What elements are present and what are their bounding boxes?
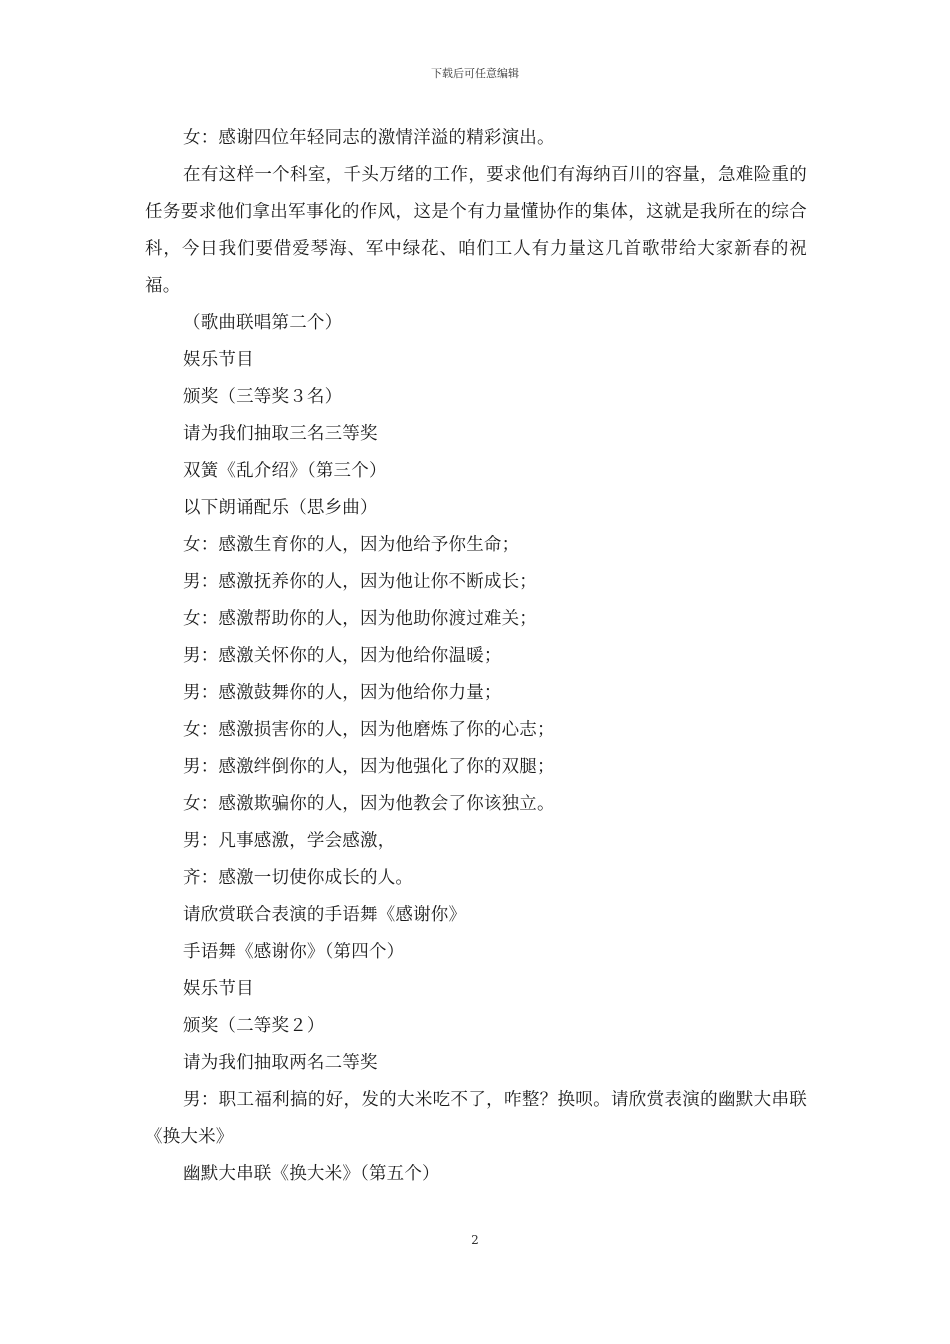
paragraph: 在有这样一个科室，千头万绪的工作，要求他们有海纳百川的容量，急难险重的任务要求他们拿出军事化的作风，这是个有力量懂协作的集体，这就是我所在的综合科，今日我们要借爱琴海、军中绿花、咱们工人有力量这几首歌带给大家新春的祝福。 [145,165,807,296]
paragraph: 齐：感激一切使你成长的人。 [183,868,414,888]
page-number: 2 [471,1233,479,1247]
page-header: 下载后可任意编辑 [431,67,519,80]
paragraph: 男：职工福利搞的好，发的大米吃不了，咋整？换呗。请欣赏表演的幽默大串联《换大米》 [145,1090,807,1147]
paragraph: 娱乐节目 [183,979,254,999]
paragraph: 女：感激损害你的人，因为他磨炼了你的心志； [183,720,555,740]
paragraph: 手语舞《感谢你》（第四个） [183,942,405,962]
document-body [145,120,807,1193]
paragraph: 男：凡事感激，学会感激， [183,831,396,851]
paragraph: 以下朗诵配乐（思乡曲） [183,498,378,518]
paragraph: 女：感激帮助你的人，因为他助你渡过难关； [183,609,537,629]
paragraph: 请为我们抽取三名三等奖 [183,424,378,444]
paragraph: 女：感谢四位年轻同志的激情洋溢的精彩演出。 [183,128,555,148]
paragraph: 女：感激欺骗你的人，因为他教会了你该独立。 [183,794,555,814]
paragraph: 双簧《乱介绍》（第三个） [183,461,387,481]
paragraph: 请为我们抽取两名二等奖 [183,1053,378,1073]
paragraph: 颁奖（二等奖２） [183,1016,325,1036]
paragraph: 男：感激绊倒你的人，因为他强化了你的双腿； [183,757,555,777]
paragraph: 男：感激抚养你的人，因为他让你不断成长； [183,572,537,592]
paragraph: 娱乐节目 [183,350,254,370]
paragraph: （歌曲联唱第二个） [183,313,343,333]
paragraph: 请欣赏联合表演的手语舞《感谢你》 [183,905,467,925]
paragraph: 颁奖（三等奖３名） [183,387,343,407]
paragraph: 幽默大串联《换大米》（第五个） [183,1164,440,1184]
paragraph: 男：感激鼓舞你的人，因为他给你力量； [183,683,502,703]
paragraph: 女：感激生育你的人，因为他给予你生命； [183,535,520,555]
paragraph: 男：感激关怀你的人，因为他给你温暖； [183,646,502,666]
